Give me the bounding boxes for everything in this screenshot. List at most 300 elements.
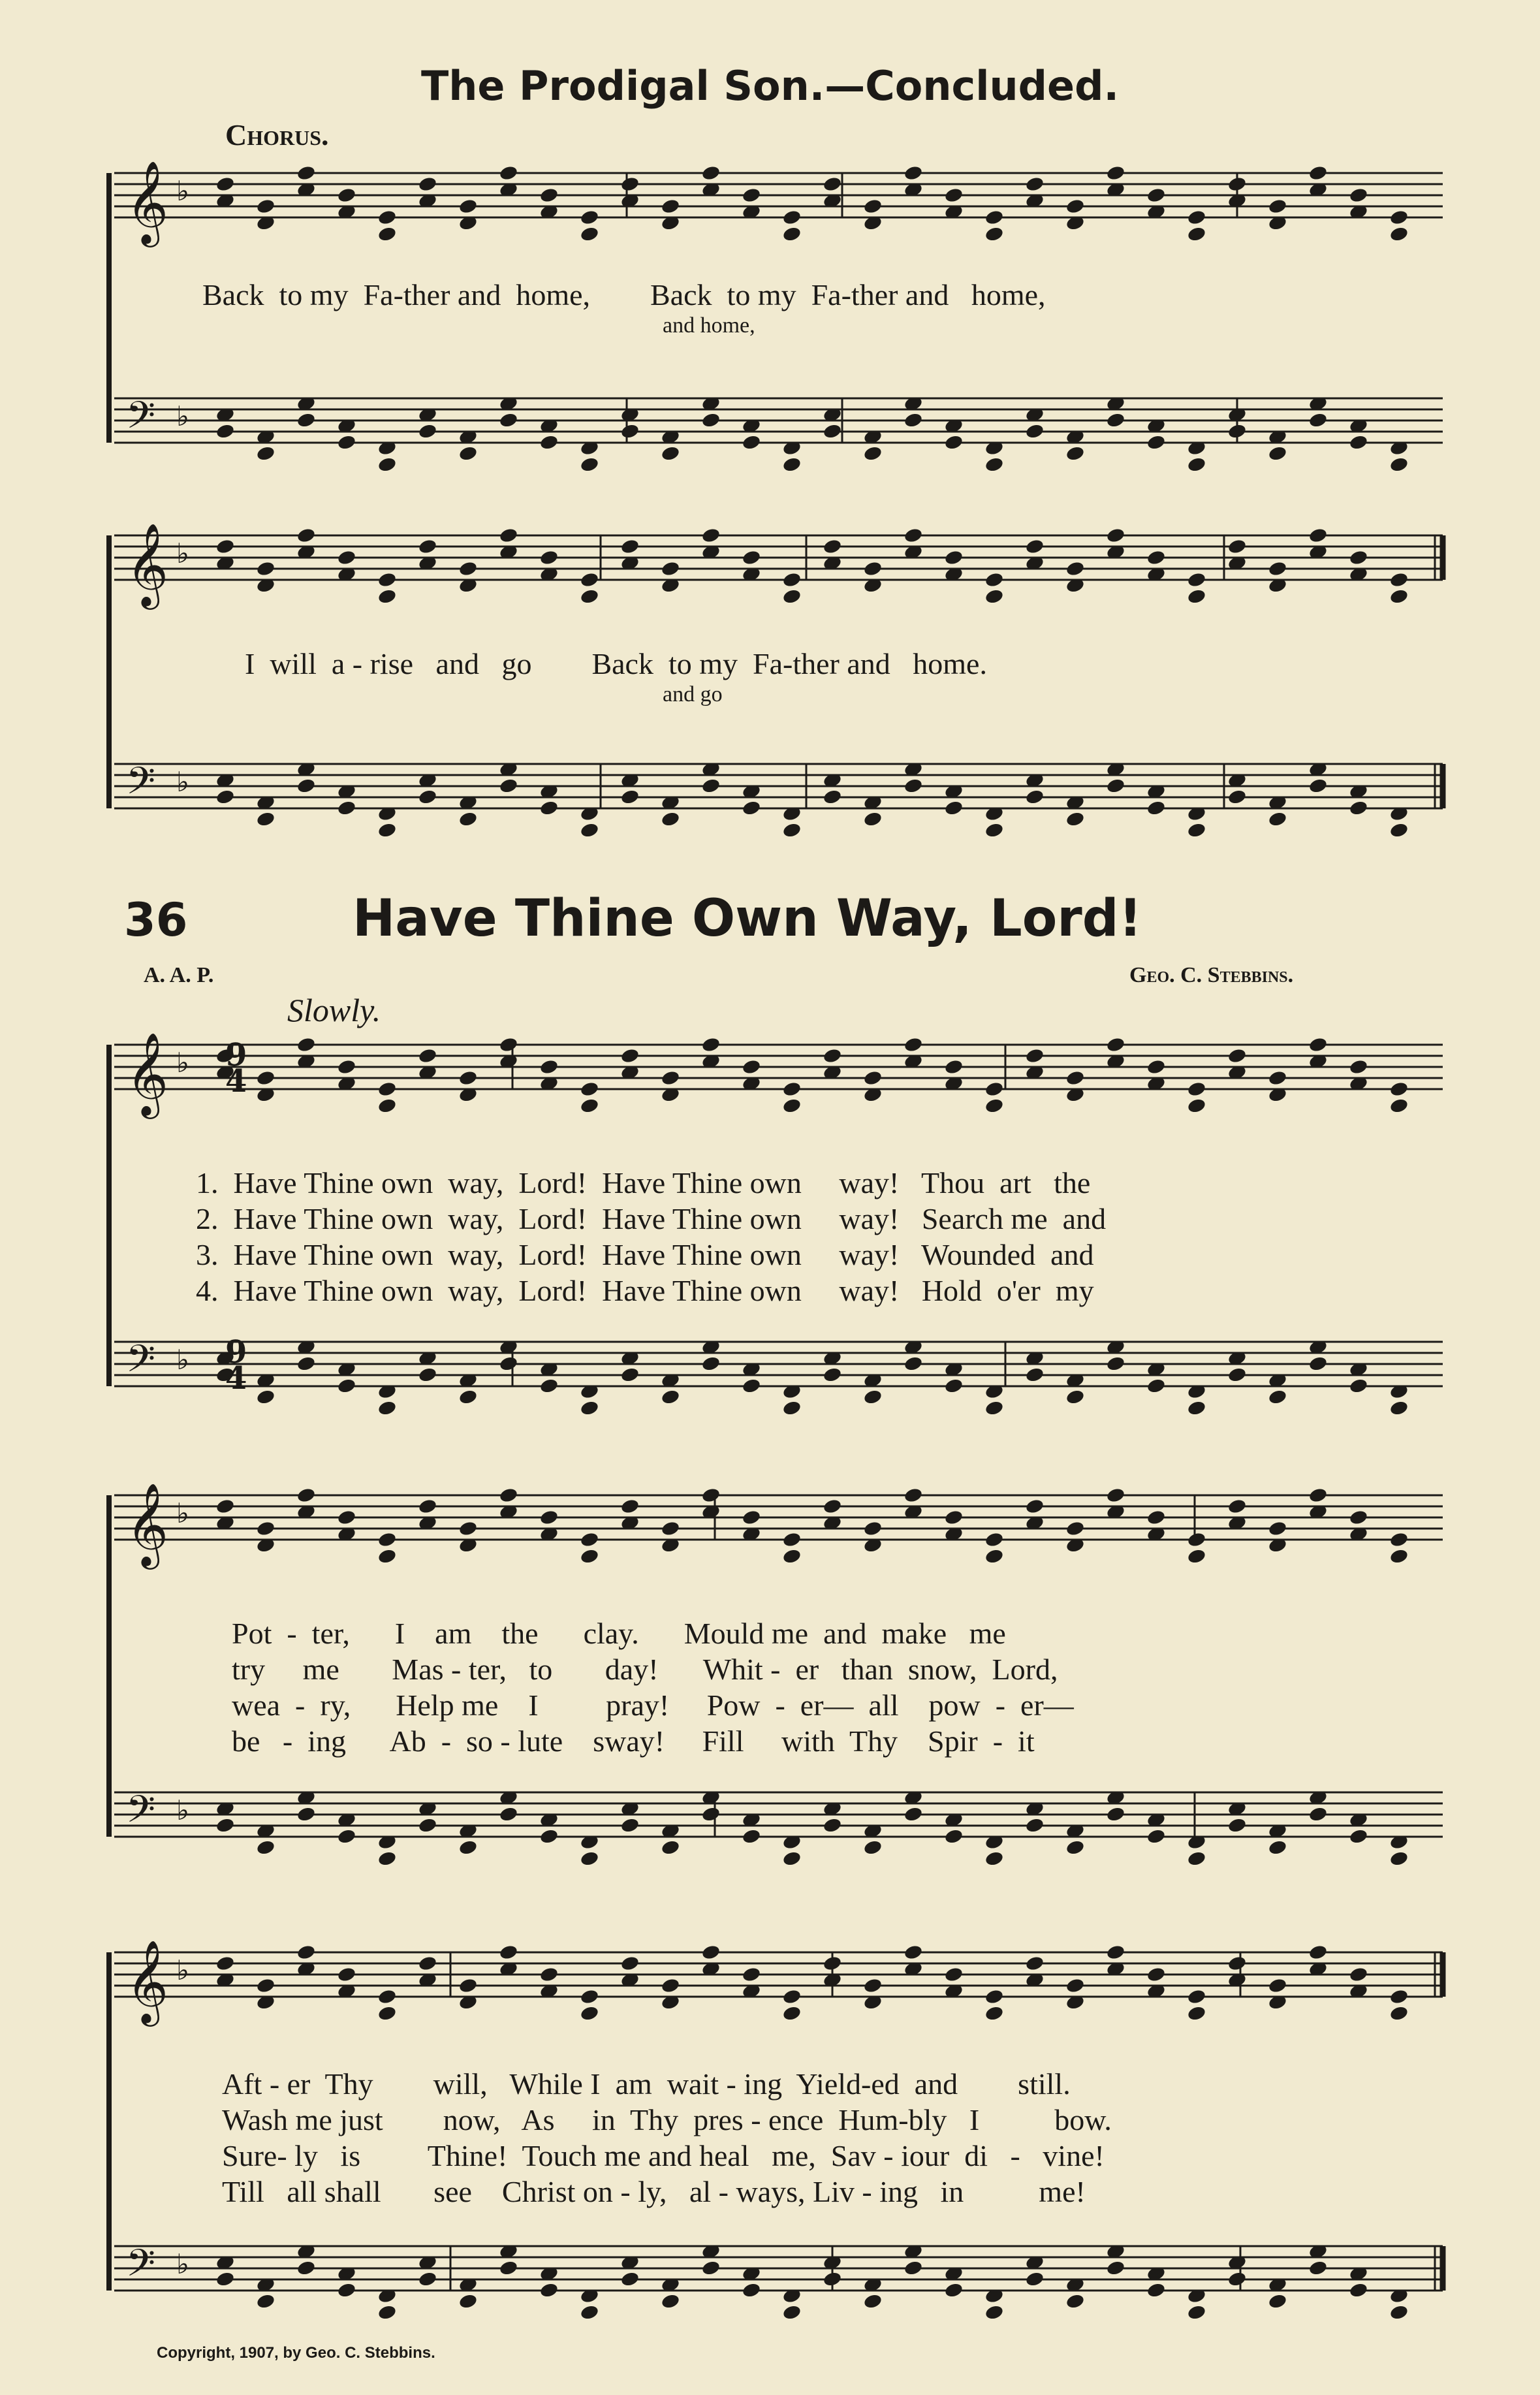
treble-clef-icon: 𝄞 (126, 1032, 169, 1115)
note-head (458, 2293, 479, 2310)
note-head (1389, 209, 1409, 226)
note-head (823, 1955, 843, 1972)
note-head (984, 456, 1005, 473)
note-head (1227, 2271, 1248, 2288)
note-head (742, 187, 762, 204)
note-head (782, 1548, 802, 1565)
note-head (984, 1098, 1005, 1115)
lyric-alt: and go (663, 682, 723, 706)
note-head (580, 2005, 600, 2022)
note-head (1389, 571, 1409, 588)
time-signature-bottom: 4 (225, 1063, 247, 1100)
note-head (823, 538, 843, 555)
note-head (1308, 412, 1328, 429)
note-head (661, 811, 681, 828)
note-head (296, 165, 317, 182)
note-head (1227, 1367, 1248, 1384)
note-head (1187, 1081, 1207, 1098)
note-head (1389, 1988, 1409, 2005)
note-head (1106, 1487, 1126, 1504)
note-head (1065, 811, 1086, 828)
note-head (377, 1081, 398, 1098)
note-head (742, 1966, 762, 1983)
note-head (620, 423, 640, 440)
note-head (499, 527, 519, 544)
note-head (904, 1806, 924, 1823)
note-head (984, 571, 1005, 588)
note-head (256, 811, 276, 828)
note-head (661, 1070, 681, 1086)
note-head (1389, 1081, 1409, 1098)
note-head (580, 571, 600, 588)
note-head (458, 1520, 479, 1537)
note-head (1187, 209, 1207, 226)
note-head (296, 527, 317, 544)
note-head (742, 800, 762, 817)
note-head (499, 1487, 519, 1504)
note-head (1268, 1070, 1288, 1086)
note-head (256, 560, 276, 577)
note-head (337, 1828, 357, 1845)
note-head (580, 588, 600, 605)
note-head (418, 789, 438, 806)
note-head (337, 1509, 357, 1526)
note-head (823, 789, 843, 806)
note-head (863, 445, 883, 462)
note-head (1349, 187, 1369, 204)
note-head (1227, 1817, 1248, 1834)
note-head (1146, 549, 1167, 566)
note-head (458, 560, 479, 577)
flat-icon: ♭ (176, 1794, 189, 1826)
note-head (580, 226, 600, 243)
note-head (944, 2282, 964, 2299)
note-head (661, 2293, 681, 2310)
note-head (1146, 2282, 1167, 2299)
note-head (701, 1356, 721, 1372)
note-head (1268, 198, 1288, 215)
note-head (1389, 1098, 1409, 1115)
note-head (1187, 1988, 1207, 2005)
note-head (782, 2304, 802, 2321)
note-head (377, 1098, 398, 1115)
note-head (377, 571, 398, 588)
note-head (1389, 588, 1409, 605)
note-head (701, 1036, 721, 1053)
note-head (1146, 1058, 1167, 1075)
note-head (1065, 1520, 1086, 1537)
note-head (863, 1977, 883, 1994)
note-head (256, 445, 276, 462)
note-head (782, 1400, 802, 1417)
note-head (1106, 1356, 1126, 1372)
note-head (1227, 789, 1248, 806)
note-head (620, 538, 640, 555)
verse-line-1: Aft - er Thy will, While I am wait - ing Yield-ed and still. (222, 2067, 1071, 2101)
note-head (1308, 1806, 1328, 1823)
treble-clef-icon: 𝄞 (126, 160, 169, 244)
note-head (337, 1378, 357, 1395)
note-head (296, 1806, 317, 1823)
note-head (377, 2005, 398, 2022)
note-head (782, 209, 802, 226)
note-head (1025, 1955, 1045, 1972)
note-head (782, 1098, 802, 1115)
note-head (418, 1367, 438, 1384)
note-head (742, 1828, 762, 1845)
verse-line-4: Till all shall see Christ on - ly, al - ways, Liv - ing in me! (222, 2175, 1086, 2208)
note-head (1389, 1531, 1409, 1548)
note-head (256, 1070, 276, 1086)
note-head (539, 1966, 559, 1983)
note-head (904, 412, 924, 429)
note-head (1389, 1850, 1409, 1867)
note-head (539, 434, 559, 451)
note-head (1065, 1977, 1086, 1994)
copyright-notice: Copyright, 1907, by Geo. C. Stebbins. (157, 2344, 435, 2362)
note-head (1106, 1806, 1126, 1823)
treble-clef-icon: 𝄞 (126, 522, 169, 606)
note-head (1025, 1367, 1045, 1384)
note-head (1227, 538, 1248, 555)
note-head (904, 527, 924, 544)
note-head (337, 2282, 357, 2299)
note-head (296, 412, 317, 429)
note-head (1065, 2293, 1086, 2310)
note-head (418, 2271, 438, 2288)
note-head (1308, 1487, 1328, 1504)
note-head (539, 187, 559, 204)
note-head (742, 1058, 762, 1075)
note-head (1025, 176, 1045, 193)
author: A. A. P. (144, 963, 214, 987)
note-head (256, 198, 276, 215)
note-head (620, 1817, 640, 1834)
note-head (1025, 538, 1045, 555)
lyric-line: I will a - rise and go Back to my Fa-ther and home. (245, 647, 987, 680)
note-head (984, 588, 1005, 605)
note-head (1025, 1817, 1045, 1834)
note-head (418, 176, 438, 193)
note-head (661, 198, 681, 215)
note-head (620, 1498, 640, 1515)
time-signature-bottom: 4 (225, 1360, 247, 1397)
note-head (782, 571, 802, 588)
note-head (742, 1509, 762, 1526)
note-head (337, 1966, 357, 1983)
note-head (580, 1400, 600, 1417)
bass-clef-icon: 𝄢 (126, 1787, 156, 1841)
note-head (742, 434, 762, 451)
note-head (782, 1988, 802, 2005)
note-head (1227, 176, 1248, 193)
note-head (256, 2293, 276, 2310)
note-head (782, 226, 802, 243)
note-head (458, 1389, 479, 1406)
note-head (984, 1081, 1005, 1098)
note-head (296, 1487, 317, 1504)
note-head (1065, 1070, 1086, 1086)
note-head (944, 1058, 964, 1075)
note-head (1227, 423, 1248, 440)
note-head (863, 1839, 883, 1856)
note-head (580, 456, 600, 473)
note-head (944, 800, 964, 817)
note-head (1308, 1356, 1328, 1372)
flat-icon: ♭ (176, 1954, 189, 1986)
note-head (1106, 412, 1126, 429)
note-head (1025, 789, 1045, 806)
note-head (337, 187, 357, 204)
note-head (539, 1378, 559, 1395)
note-head (1349, 2282, 1369, 2299)
note-head (661, 1977, 681, 1994)
time-signature-top: 9 (225, 1334, 247, 1371)
note-head (1187, 1850, 1207, 1867)
flat-icon: ♭ (176, 1047, 189, 1079)
note-head (863, 560, 883, 577)
note-head (499, 2260, 519, 2277)
note-head (1227, 1047, 1248, 1064)
note-head (377, 2304, 398, 2321)
note-head (256, 1520, 276, 1537)
note-head (215, 423, 236, 440)
note-head (539, 1058, 559, 1075)
bass-clef-icon: 𝄢 (126, 2241, 156, 2294)
note-head (1146, 1828, 1167, 1845)
note-head (580, 209, 600, 226)
treble-clef-icon: 𝄞 (126, 1482, 169, 1566)
note-head (620, 789, 640, 806)
note-head (701, 778, 721, 795)
note-head (944, 187, 964, 204)
note-head (1268, 1839, 1288, 1856)
verse-line-1: Pot - ter, I am the clay. Mould me and make me (232, 1617, 1006, 1650)
note-head (742, 1378, 762, 1395)
note-head (701, 1944, 721, 1961)
tempo-marking: Slowly. (287, 992, 381, 1028)
note-head (1146, 434, 1167, 451)
note-head (782, 1850, 802, 1867)
note-head (1268, 1389, 1288, 1406)
note-head (418, 1498, 438, 1515)
note-head (620, 1955, 640, 1972)
note-head (620, 176, 640, 193)
note-head (580, 1098, 600, 1115)
note-head (1187, 1098, 1207, 1115)
verse-line-3: 3. Have Thine own way, Lord! Have Thine own way! Wounded and (196, 1238, 1094, 1271)
note-head (1187, 226, 1207, 243)
verse-line-3: Sure- ly is Thine! Touch me and heal me, Sav - iour di - vine! (222, 2139, 1105, 2172)
note-head (539, 1509, 559, 1526)
note-head (580, 822, 600, 839)
note-head (1025, 1498, 1045, 1515)
note-head (377, 588, 398, 605)
note-head (499, 778, 519, 795)
note-head (1025, 2271, 1045, 2288)
note-head (701, 1806, 721, 1823)
note-head (215, 2271, 236, 2288)
note-head (701, 412, 721, 429)
note-head (1187, 2005, 1207, 2022)
note-head (944, 1828, 964, 1845)
bass-clef-icon: 𝄢 (126, 1337, 156, 1390)
verse-line-3: wea - ry, Help me I pray! Pow - er— all pow - er— (232, 1689, 1074, 1722)
note-head (904, 1036, 924, 1053)
note-head (863, 1389, 883, 1406)
note-head (1187, 588, 1207, 605)
note-head (1065, 445, 1086, 462)
note-head (1025, 423, 1045, 440)
note-head (1187, 2304, 1207, 2321)
verse-line-1: 1. Have Thine own way, Lord! Have Thine own way! Thou art the (196, 1166, 1091, 1199)
note-head (782, 1531, 802, 1548)
note-head (499, 1806, 519, 1823)
note-head (499, 1036, 519, 1053)
verse-line-2: 2. Have Thine own way, Lord! Have Thine own way! Search me and (196, 1202, 1107, 1235)
note-head (296, 1036, 317, 1053)
note-head (984, 1400, 1005, 1417)
note-head (1349, 1966, 1369, 1983)
note-head (863, 1520, 883, 1537)
note-head (904, 165, 924, 182)
note-head (701, 2260, 721, 2277)
treble-clef-icon: 𝄞 (126, 1939, 169, 2023)
note-head (1146, 1509, 1167, 1526)
note-head (863, 1070, 883, 1086)
note-head (458, 1070, 479, 1086)
note-head (580, 2304, 600, 2321)
note-head (904, 778, 924, 795)
note-head (742, 549, 762, 566)
note-head (701, 1487, 721, 1504)
note-head (580, 1850, 600, 1867)
note-head (458, 198, 479, 215)
note-head (1187, 571, 1207, 588)
note-head (1106, 527, 1126, 544)
note-head (296, 2260, 317, 2277)
note-head (1308, 165, 1328, 182)
flat-icon: ♭ (176, 1344, 189, 1376)
note-head (337, 1058, 357, 1075)
note-head (782, 822, 802, 839)
note-head (1187, 822, 1207, 839)
note-head (1268, 1977, 1288, 1994)
note-head (418, 1817, 438, 1834)
note-head (863, 2293, 883, 2310)
note-head (1308, 1944, 1328, 1961)
note-head (1187, 1531, 1207, 1548)
note-head (782, 1081, 802, 1098)
note-head (620, 2271, 640, 2288)
note-head (377, 822, 398, 839)
note-head (661, 1389, 681, 1406)
note-head (296, 778, 317, 795)
note-head (337, 549, 357, 566)
note-head (256, 1389, 276, 1406)
note-head (377, 456, 398, 473)
note-head (1268, 1520, 1288, 1537)
note-head (1308, 2260, 1328, 2277)
note-head (944, 1509, 964, 1526)
note-head (944, 549, 964, 566)
note-head (1349, 800, 1369, 817)
note-head (823, 423, 843, 440)
note-head (1268, 560, 1288, 577)
note-head (377, 226, 398, 243)
note-head (418, 538, 438, 555)
verse-line-4: be - ing Ab - so - lute sway! Fill with Thy Spir - it (232, 1724, 1035, 1758)
note-head (944, 1378, 964, 1395)
note-head (984, 822, 1005, 839)
note-head (256, 1977, 276, 1994)
note-head (1268, 2293, 1288, 2310)
hymn-number: 36 (124, 893, 188, 947)
note-head (1349, 1509, 1369, 1526)
note-head (904, 1944, 924, 1961)
note-head (377, 1548, 398, 1565)
note-head (1308, 778, 1328, 795)
note-head (984, 1850, 1005, 1867)
note-head (984, 226, 1005, 243)
note-head (1389, 226, 1409, 243)
note-head (377, 209, 398, 226)
note-head (1389, 1400, 1409, 1417)
note-head (984, 1988, 1005, 2005)
note-head (1065, 1839, 1086, 1856)
note-head (1106, 778, 1126, 795)
note-head (377, 1531, 398, 1548)
note-head (418, 1955, 438, 1972)
note-head (539, 800, 559, 817)
note-head (296, 1356, 317, 1372)
note-head (337, 434, 357, 451)
note-head (580, 1988, 600, 2005)
note-head (539, 2282, 559, 2299)
lyric-line: Back to my Fa-ther and home, Back to my Fa-ther and home, (202, 278, 1046, 311)
note-head (580, 1531, 600, 1548)
note-head (782, 456, 802, 473)
note-head (782, 588, 802, 605)
note-head (1065, 560, 1086, 577)
note-head (539, 1828, 559, 1845)
page-title: The Prodigal Son.—Concluded. (420, 62, 1120, 110)
composer: Geo. C. Stebbins. (1129, 963, 1294, 987)
note-head (701, 165, 721, 182)
note-head (215, 789, 236, 806)
note-head (458, 811, 479, 828)
note-head (1187, 1548, 1207, 1565)
note-head (215, 1817, 236, 1834)
note-head (499, 1356, 519, 1372)
note-head (984, 1531, 1005, 1548)
note-head (458, 1839, 479, 1856)
flat-icon: ♭ (176, 400, 189, 432)
note-head (1349, 1378, 1369, 1395)
lyric-alt: and home, (663, 313, 755, 338)
note-head (904, 2260, 924, 2277)
note-head (256, 1839, 276, 1856)
verse-line-2: Wash me just now, As in Thy pres - ence Hum-bly I bow. (222, 2103, 1112, 2136)
note-head (620, 1367, 640, 1384)
note-head (1146, 800, 1167, 817)
note-head (1308, 527, 1328, 544)
note-head (499, 412, 519, 429)
note-head (215, 1498, 236, 1515)
note-head (904, 1487, 924, 1504)
note-head (1065, 198, 1086, 215)
note-head (1308, 1036, 1328, 1053)
